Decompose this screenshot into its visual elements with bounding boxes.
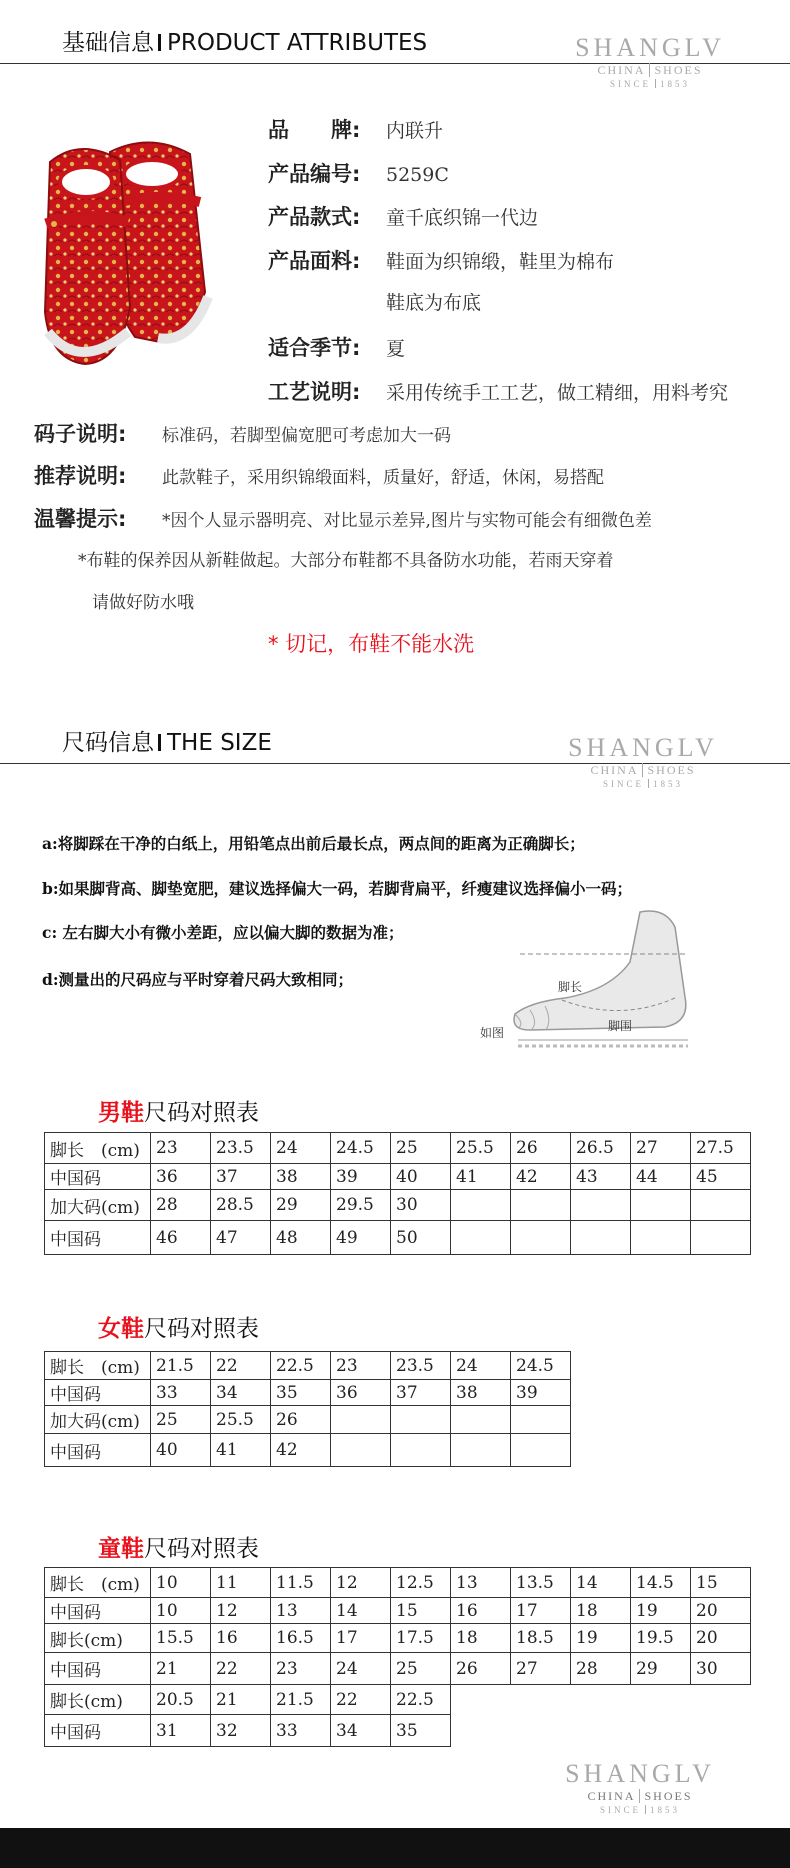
- attr-brand: 品 牌: 内联升: [268, 118, 444, 142]
- table-cell: 36: [151, 1164, 211, 1190]
- table-cell: 25.5: [451, 1133, 511, 1164]
- table-cell: 17.5: [391, 1624, 451, 1653]
- table-cell: 24.5: [331, 1133, 391, 1164]
- table-cell: 25.5: [211, 1406, 271, 1434]
- foot-outline-icon: [470, 902, 740, 1062]
- attr-craft: 工艺说明: 采用传统手工工艺，做工精细，用料考究: [268, 380, 729, 404]
- table-cell: 26: [271, 1406, 331, 1434]
- row-header-cell: 加大码(cm): [45, 1190, 151, 1221]
- table-cell: 13: [271, 1598, 331, 1624]
- table-cell: 44: [631, 1164, 691, 1190]
- kids-table-title: 童鞋尺码对照表: [98, 1536, 259, 1562]
- table-cell: 18: [571, 1598, 631, 1624]
- table-row: [45, 1133, 751, 1164]
- table-row: [45, 1568, 751, 1598]
- table-cell: 10: [151, 1598, 211, 1624]
- table-cell: [691, 1190, 751, 1221]
- row-header-cell: 中国码: [45, 1715, 151, 1747]
- table-cell: 25: [391, 1653, 451, 1685]
- table-cell: 10: [151, 1568, 211, 1598]
- attr-product-code: 产品编号: 5259C: [268, 162, 449, 186]
- table-cell: 35: [271, 1380, 331, 1406]
- table-cell: 42: [511, 1164, 571, 1190]
- table-cell: 22: [331, 1685, 391, 1715]
- table-cell: 21: [211, 1685, 271, 1715]
- table-cell: 16: [211, 1624, 271, 1653]
- table-cell: 38: [451, 1380, 511, 1406]
- table-cell: 22: [211, 1352, 271, 1380]
- table-cell: 24.5: [511, 1352, 571, 1380]
- table-cell: 24: [271, 1133, 331, 1164]
- attr-material: 产品面料: 鞋面为织锦缎，鞋里为棉布: [268, 249, 615, 273]
- table-cell: 28.5: [211, 1190, 271, 1221]
- table-cell: 14: [571, 1568, 631, 1598]
- table-cell: 15.5: [151, 1624, 211, 1653]
- table-cell: 18.5: [511, 1624, 571, 1653]
- row-header-cell: 加大码(cm): [45, 1406, 151, 1434]
- table-row: [45, 1598, 751, 1624]
- table-cell: 38: [271, 1164, 331, 1190]
- table-cell: 50: [391, 1221, 451, 1255]
- table-cell: 49: [331, 1221, 391, 1255]
- step-d: d:测量出的尺码应与平时穿着尺码大致相同；: [42, 970, 354, 989]
- table-cell: 29: [271, 1190, 331, 1221]
- table-cell: [331, 1434, 391, 1467]
- table-cell: [571, 1190, 631, 1221]
- label-foot-length: 脚长: [558, 980, 583, 994]
- table-row: [45, 1380, 571, 1406]
- row-header-cell: 中国码: [45, 1434, 151, 1467]
- table-cell: [631, 1221, 691, 1255]
- table-cell: [451, 1190, 511, 1221]
- table-cell: 37: [211, 1164, 271, 1190]
- table-cell: 17: [511, 1598, 571, 1624]
- attr-style: 产品款式: 童千底织锦一代边: [268, 205, 539, 229]
- table-cell: 18: [451, 1624, 511, 1653]
- note-tip-line3: 请做好防水哦: [92, 593, 194, 613]
- table-row: [45, 1715, 751, 1747]
- row-header-cell: 脚长 (cm): [45, 1352, 151, 1380]
- table-cell: 31: [151, 1715, 211, 1747]
- table-cell: 46: [151, 1221, 211, 1255]
- table-cell: 24: [331, 1653, 391, 1685]
- brand-logo-footer: SHANGLV CHINA SHOES SINCE 1853: [565, 1759, 715, 1815]
- table-cell: 14.5: [631, 1568, 691, 1598]
- table-cell: 23: [271, 1653, 331, 1685]
- step-b: b:如果脚背高、脚垫宽肥，建议选择偏大一码，若脚背扁平，纤瘦建议选择偏小一码；: [42, 879, 633, 898]
- table-cell: [511, 1221, 571, 1255]
- men-size-table: [44, 1132, 751, 1255]
- wash-warning: * 切记，布鞋不能水洗: [268, 632, 475, 656]
- table-cell: 11: [211, 1568, 271, 1598]
- table-cell: 20.5: [151, 1685, 211, 1715]
- table-cell: [391, 1434, 451, 1467]
- table-cell: 12: [331, 1568, 391, 1598]
- note-size: 码子说明: 标准码，若脚型偏宽肥可考虑加大一码: [34, 422, 451, 446]
- table-cell: 42: [271, 1434, 331, 1467]
- table-cell: 19.5: [631, 1624, 691, 1653]
- row-header-cell: 中国码: [45, 1653, 151, 1685]
- table-row: [45, 1434, 571, 1467]
- table-cell: 28: [571, 1653, 631, 1685]
- table-cell: [451, 1221, 511, 1255]
- table-cell: 41: [211, 1434, 271, 1467]
- table-cell: 47: [211, 1221, 271, 1255]
- row-header-cell: 脚长 (cm): [45, 1133, 151, 1164]
- table-cell: 37: [391, 1380, 451, 1406]
- table-cell: [391, 1406, 451, 1434]
- table-cell: 33: [271, 1715, 331, 1747]
- table-cell: 21.5: [151, 1352, 211, 1380]
- table-cell: 27: [511, 1653, 571, 1685]
- table-row: [45, 1653, 751, 1685]
- table-cell: 25: [391, 1133, 451, 1164]
- table-cell: 29: [631, 1653, 691, 1685]
- row-header-cell: 脚长(cm): [45, 1685, 151, 1715]
- table-cell: 13.5: [511, 1568, 571, 1598]
- table-cell: 39: [511, 1380, 571, 1406]
- women-size-table: [44, 1351, 571, 1467]
- table-cell: 13: [451, 1568, 511, 1598]
- table-cell: 30: [391, 1190, 451, 1221]
- table-cell: 27.5: [691, 1133, 751, 1164]
- table-cell: [631, 1190, 691, 1221]
- product-image: [40, 132, 215, 372]
- table-cell: 21.5: [271, 1685, 331, 1715]
- table-row: [45, 1164, 751, 1190]
- table-cell: 25: [151, 1406, 211, 1434]
- table-cell: 23.5: [211, 1133, 271, 1164]
- table-row: [45, 1406, 571, 1434]
- foot-diagram: [470, 902, 740, 1062]
- table-cell: 32: [211, 1715, 271, 1747]
- step-a: a:将脚踩在干净的白纸上，用铅笔点出前后最长点，两点间的距离为正确脚长；: [42, 834, 585, 853]
- step-c: c: 左右脚大小有微小差距，应以偏大脚的数据为准；: [42, 923, 404, 942]
- note-recommend: 推荐说明: 此款鞋子，采用织锦缎面料，质量好，舒适，休闲，易搭配: [34, 464, 604, 488]
- attr-material-cont: 鞋底为布底: [386, 292, 482, 314]
- table-cell: 12: [211, 1598, 271, 1624]
- table-cell: 34: [211, 1380, 271, 1406]
- title-separator: [158, 734, 161, 751]
- row-header-cell: 中国码: [45, 1598, 151, 1624]
- table-cell: 22.5: [391, 1685, 451, 1715]
- table-cell: 17: [331, 1624, 391, 1653]
- row-header-cell: 中国码: [45, 1164, 151, 1190]
- table-cell: 21: [151, 1653, 211, 1685]
- table-cell: 23: [151, 1133, 211, 1164]
- table-row: [45, 1624, 751, 1653]
- table-cell: 15: [391, 1598, 451, 1624]
- table-cell: [691, 1221, 751, 1255]
- table-cell: 43: [571, 1164, 631, 1190]
- table-cell: 20: [691, 1598, 751, 1624]
- table-row: [45, 1190, 751, 1221]
- table-cell: 40: [151, 1434, 211, 1467]
- footer-bar: [0, 1828, 790, 1868]
- table-cell: 26: [511, 1133, 571, 1164]
- table-cell: 48: [271, 1221, 331, 1255]
- brand-logo: SHANGLV CHINA SHOES SINCE 1853: [575, 33, 725, 89]
- table-cell: 35: [391, 1715, 451, 1747]
- table-cell: 11.5: [271, 1568, 331, 1598]
- brand-logo: SHANGLV CHINA SHOES SINCE 1853: [568, 733, 718, 789]
- table-cell: 24: [451, 1352, 511, 1380]
- label-foot-girth: 脚围: [608, 1019, 633, 1033]
- table-cell: 16: [451, 1598, 511, 1624]
- table-cell: 16.5: [271, 1624, 331, 1653]
- table-cell: 40: [391, 1164, 451, 1190]
- size-title: 尺码信息 THE SIZE: [62, 730, 272, 756]
- men-table-title: 男鞋尺码对照表: [98, 1100, 259, 1126]
- table-cell: 45: [691, 1164, 751, 1190]
- table-cell: 15: [691, 1568, 751, 1598]
- table-cell: 19: [631, 1598, 691, 1624]
- table-cell: [511, 1406, 571, 1434]
- women-table-title: 女鞋尺码对照表: [98, 1316, 259, 1342]
- table-cell: [511, 1434, 571, 1467]
- note-tip-line2: *布鞋的保养因从新鞋做起。大部分布鞋都不具备防水功能，若雨天穿着: [78, 551, 614, 571]
- table-cell: 41: [451, 1164, 511, 1190]
- kids-size-table: [44, 1567, 751, 1747]
- table-cell: 12.5: [391, 1568, 451, 1598]
- table-row: [45, 1352, 571, 1380]
- table-cell: 22: [211, 1653, 271, 1685]
- table-cell: [331, 1406, 391, 1434]
- attr-season: 适合季节: 夏: [268, 336, 406, 360]
- table-cell: 23: [331, 1352, 391, 1380]
- table-cell: 23.5: [391, 1352, 451, 1380]
- table-cell: 28: [151, 1190, 211, 1221]
- table-cell: 26.5: [571, 1133, 631, 1164]
- title-separator: [158, 34, 161, 51]
- table-cell: 34: [331, 1715, 391, 1747]
- table-cell: 33: [151, 1380, 211, 1406]
- table-cell: 36: [331, 1380, 391, 1406]
- attributes-title: 基础信息 PRODUCT ATTRIBUTES: [62, 30, 428, 56]
- table-row: [45, 1221, 751, 1255]
- table-cell: 27: [631, 1133, 691, 1164]
- label-as-figure: 如图: [480, 1026, 505, 1040]
- table-cell: 20: [691, 1624, 751, 1653]
- table-cell: 30: [691, 1653, 751, 1685]
- note-tip: 温馨提示: *因个人显示器明亮、对比显示差异,图片与实物可能会有细微色差: [34, 507, 652, 531]
- table-cell: 14: [331, 1598, 391, 1624]
- table-cell: [571, 1221, 631, 1255]
- table-row: [45, 1685, 751, 1715]
- row-header-cell: 中国码: [45, 1221, 151, 1255]
- row-header-cell: 中国码: [45, 1380, 151, 1406]
- table-cell: 29.5: [331, 1190, 391, 1221]
- table-cell: 19: [571, 1624, 631, 1653]
- table-cell: 39: [331, 1164, 391, 1190]
- row-header-cell: 脚长 (cm): [45, 1568, 151, 1598]
- table-cell: [451, 1406, 511, 1434]
- table-cell: [451, 1434, 511, 1467]
- table-cell: 26: [451, 1653, 511, 1685]
- table-cell: [511, 1190, 571, 1221]
- row-header-cell: 脚长(cm): [45, 1624, 151, 1653]
- table-cell: 22.5: [271, 1352, 331, 1380]
